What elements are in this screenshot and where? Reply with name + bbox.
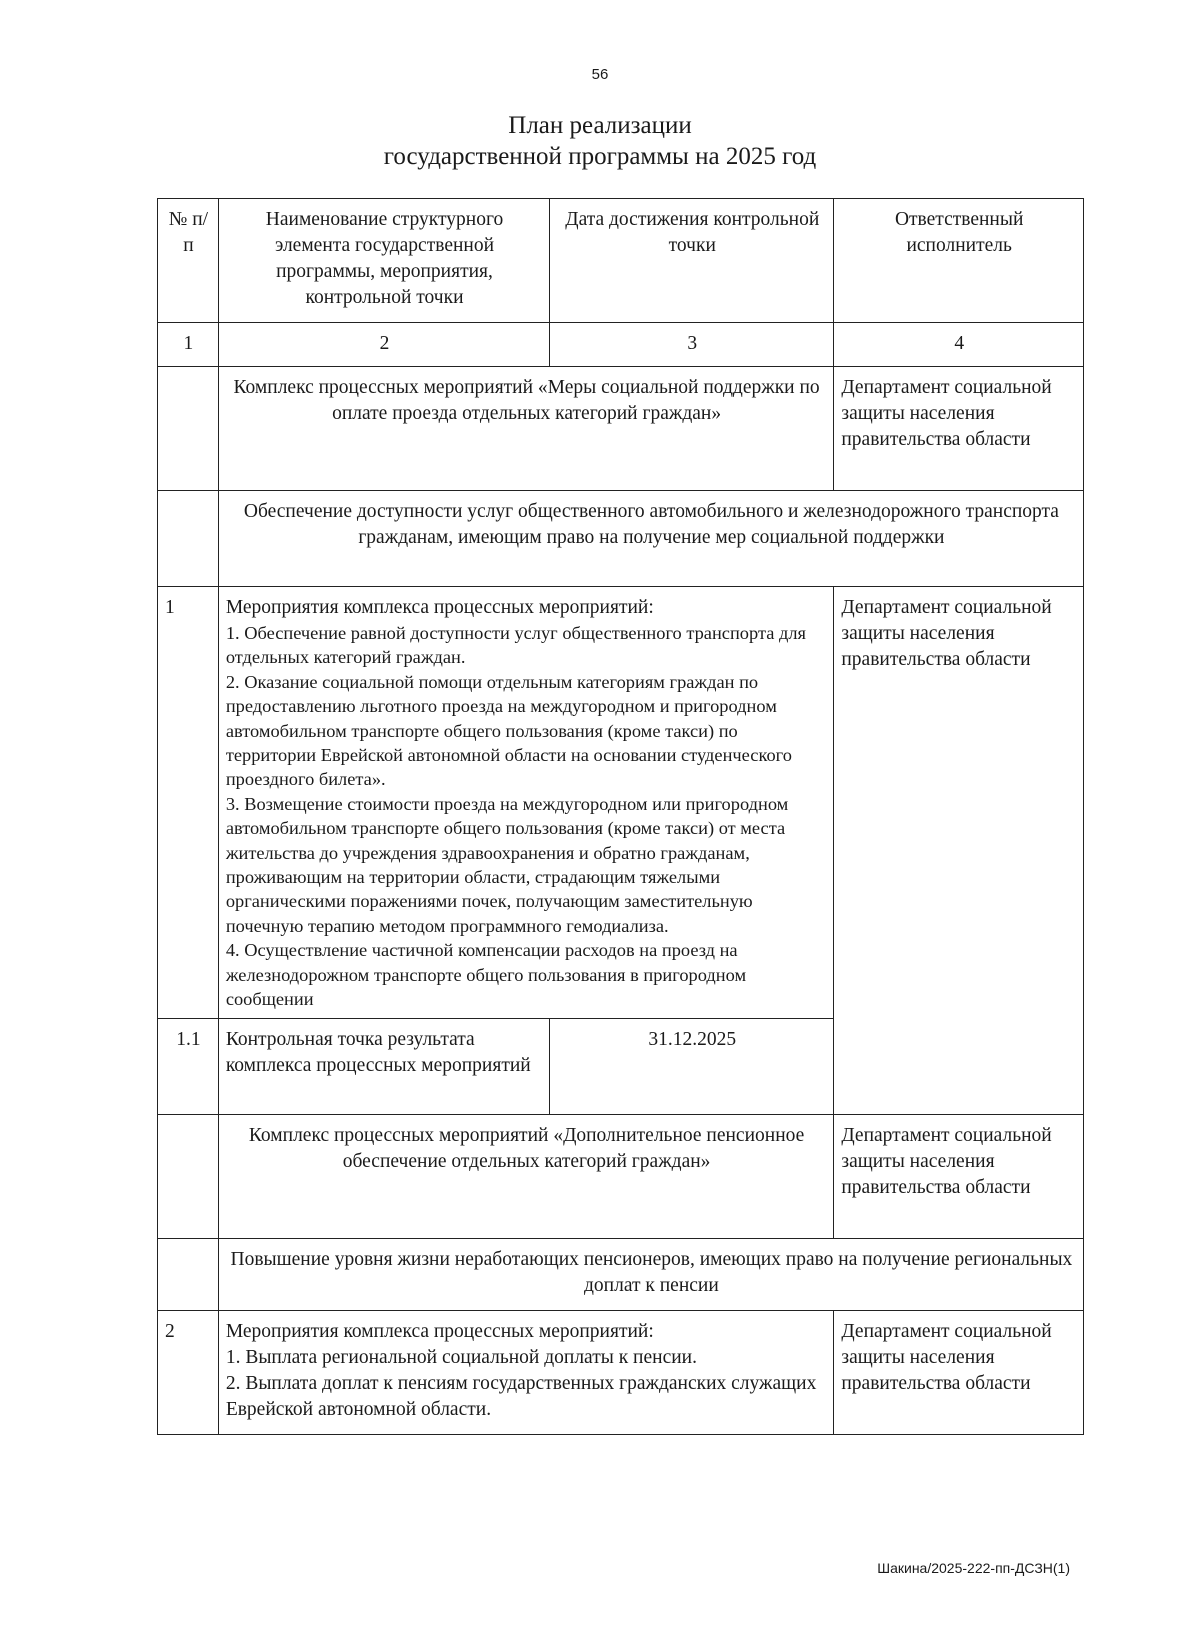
page-title xyxy=(0,110,1200,172)
complex1-row xyxy=(158,367,1084,491)
goal1-row xyxy=(158,491,1084,587)
complex1-title: Комплекс процессных мероприятий «Меры социальной поддержки по оплате проезда отдельных категорий граждан» xyxy=(218,367,834,491)
column-number-row xyxy=(158,323,1084,367)
complex1-responsible: Департамент социальной защиты населения правительства области xyxy=(834,367,1084,491)
page-number: 56 xyxy=(591,66,609,83)
goal1-num xyxy=(158,491,219,587)
measures1-item: 1. Обеспечение равной доступности услуг общественного транспорта для отдельных категорий граждан. xyxy=(225,623,806,668)
complex2-responsible: Департамент социальной защиты населения правительства области xyxy=(834,1114,1084,1238)
document-footer-code: Шакина/2025-222-пп-ДСЗН(1) xyxy=(877,1560,1070,1576)
complex2-row xyxy=(158,1114,1084,1238)
checkpoint1-name: Контрольная точка результата комплекса процессных мероприятий xyxy=(218,1018,549,1114)
measures1-row xyxy=(158,587,1084,1019)
title-line-1: План реализации xyxy=(508,112,692,139)
complex2-title: Комплекс процессных мероприятий «Дополнительное пенсионное обеспечение отдельных категорий граждан» xyxy=(218,1114,834,1238)
header-responsible: Ответственный исполнитель xyxy=(834,199,1084,323)
goal2-row xyxy=(158,1238,1084,1310)
header-num: № п/п xyxy=(158,199,219,323)
column-number-1: 1 xyxy=(158,323,219,367)
measures1-item: 3. Возмещение стоимости проезда на междугородном или пригородном автомобильном транспорте общего пользования (кроме такси) от места жительства до учреждения здравоохранения и обратно гражданам, проживающим на территории области, страдающим тяжелыми органическими поражениями почек, получающим заместительную почечную терапию методом программного гемодиализа. xyxy=(225,793,789,936)
goal2-num xyxy=(158,1238,219,1310)
complex2-num xyxy=(158,1114,219,1238)
measures1-responsible: Департамент социальной защиты населения правительства области xyxy=(834,587,1084,1115)
header-name: Наименование структурного элемента государственной программы, мероприятия, контрольной точки xyxy=(218,199,549,323)
goal2-text: Повышение уровня жизни неработающих пенсионеров, имеющих право на получение региональных доплат к пенсии xyxy=(218,1238,1083,1310)
measures2-item: 1. Выплата региональной социальной доплаты к пенсии. xyxy=(225,1346,697,1368)
measures2-responsible: Департамент социальной защиты населения правительства области xyxy=(834,1310,1084,1434)
measures1-item: 2. Оказание социальной помощи отдельным категориям граждан по предоставлению льготного проезда на междугородном и пригородном автомобильном транспорте общего пользования (кроме такси) по территории Еврейской автономной области на основании студенческого проездного билета». xyxy=(225,671,792,790)
column-number-2: 2 xyxy=(218,323,549,367)
measures2-row xyxy=(158,1310,1084,1434)
title-line-2: государственной программы на 2025 год xyxy=(383,143,817,170)
measures2-list xyxy=(218,1310,834,1434)
header-date: Дата достижения контрольной точки xyxy=(550,199,834,323)
checkpoint1-date: 31.12.2025 xyxy=(550,1018,834,1114)
measures2-num: 2 xyxy=(158,1310,219,1434)
measures1-num: 1 xyxy=(158,587,219,1019)
measures1-heading: Мероприятия комплекса процессных мероприятий: xyxy=(225,597,654,618)
column-number-3: 3 xyxy=(550,323,834,367)
plan-table xyxy=(157,198,1084,1435)
measures1-item: 4. Осуществление частичной компенсации расходов на проезд на железнодорожном транспорте общего пользования в пригородном сообщении xyxy=(225,940,747,1010)
measures1-list xyxy=(218,587,834,1019)
goal1-text: Обеспечение доступности услуг общественного автомобильного и железнодорожного транспорта гражданам, имеющим право на получение мер социальной поддержки xyxy=(218,491,1083,587)
measures2-heading: Мероприятия комплекса процессных мероприятий: xyxy=(225,1320,654,1342)
checkpoint1-num: 1.1 xyxy=(158,1018,219,1114)
measures2-item: 2. Выплата доплат к пенсиям государственных гражданских служащих Еврейской автономной области. xyxy=(225,1372,817,1420)
header-row xyxy=(158,199,1084,323)
column-number-4: 4 xyxy=(834,323,1084,367)
complex1-num xyxy=(158,367,219,491)
